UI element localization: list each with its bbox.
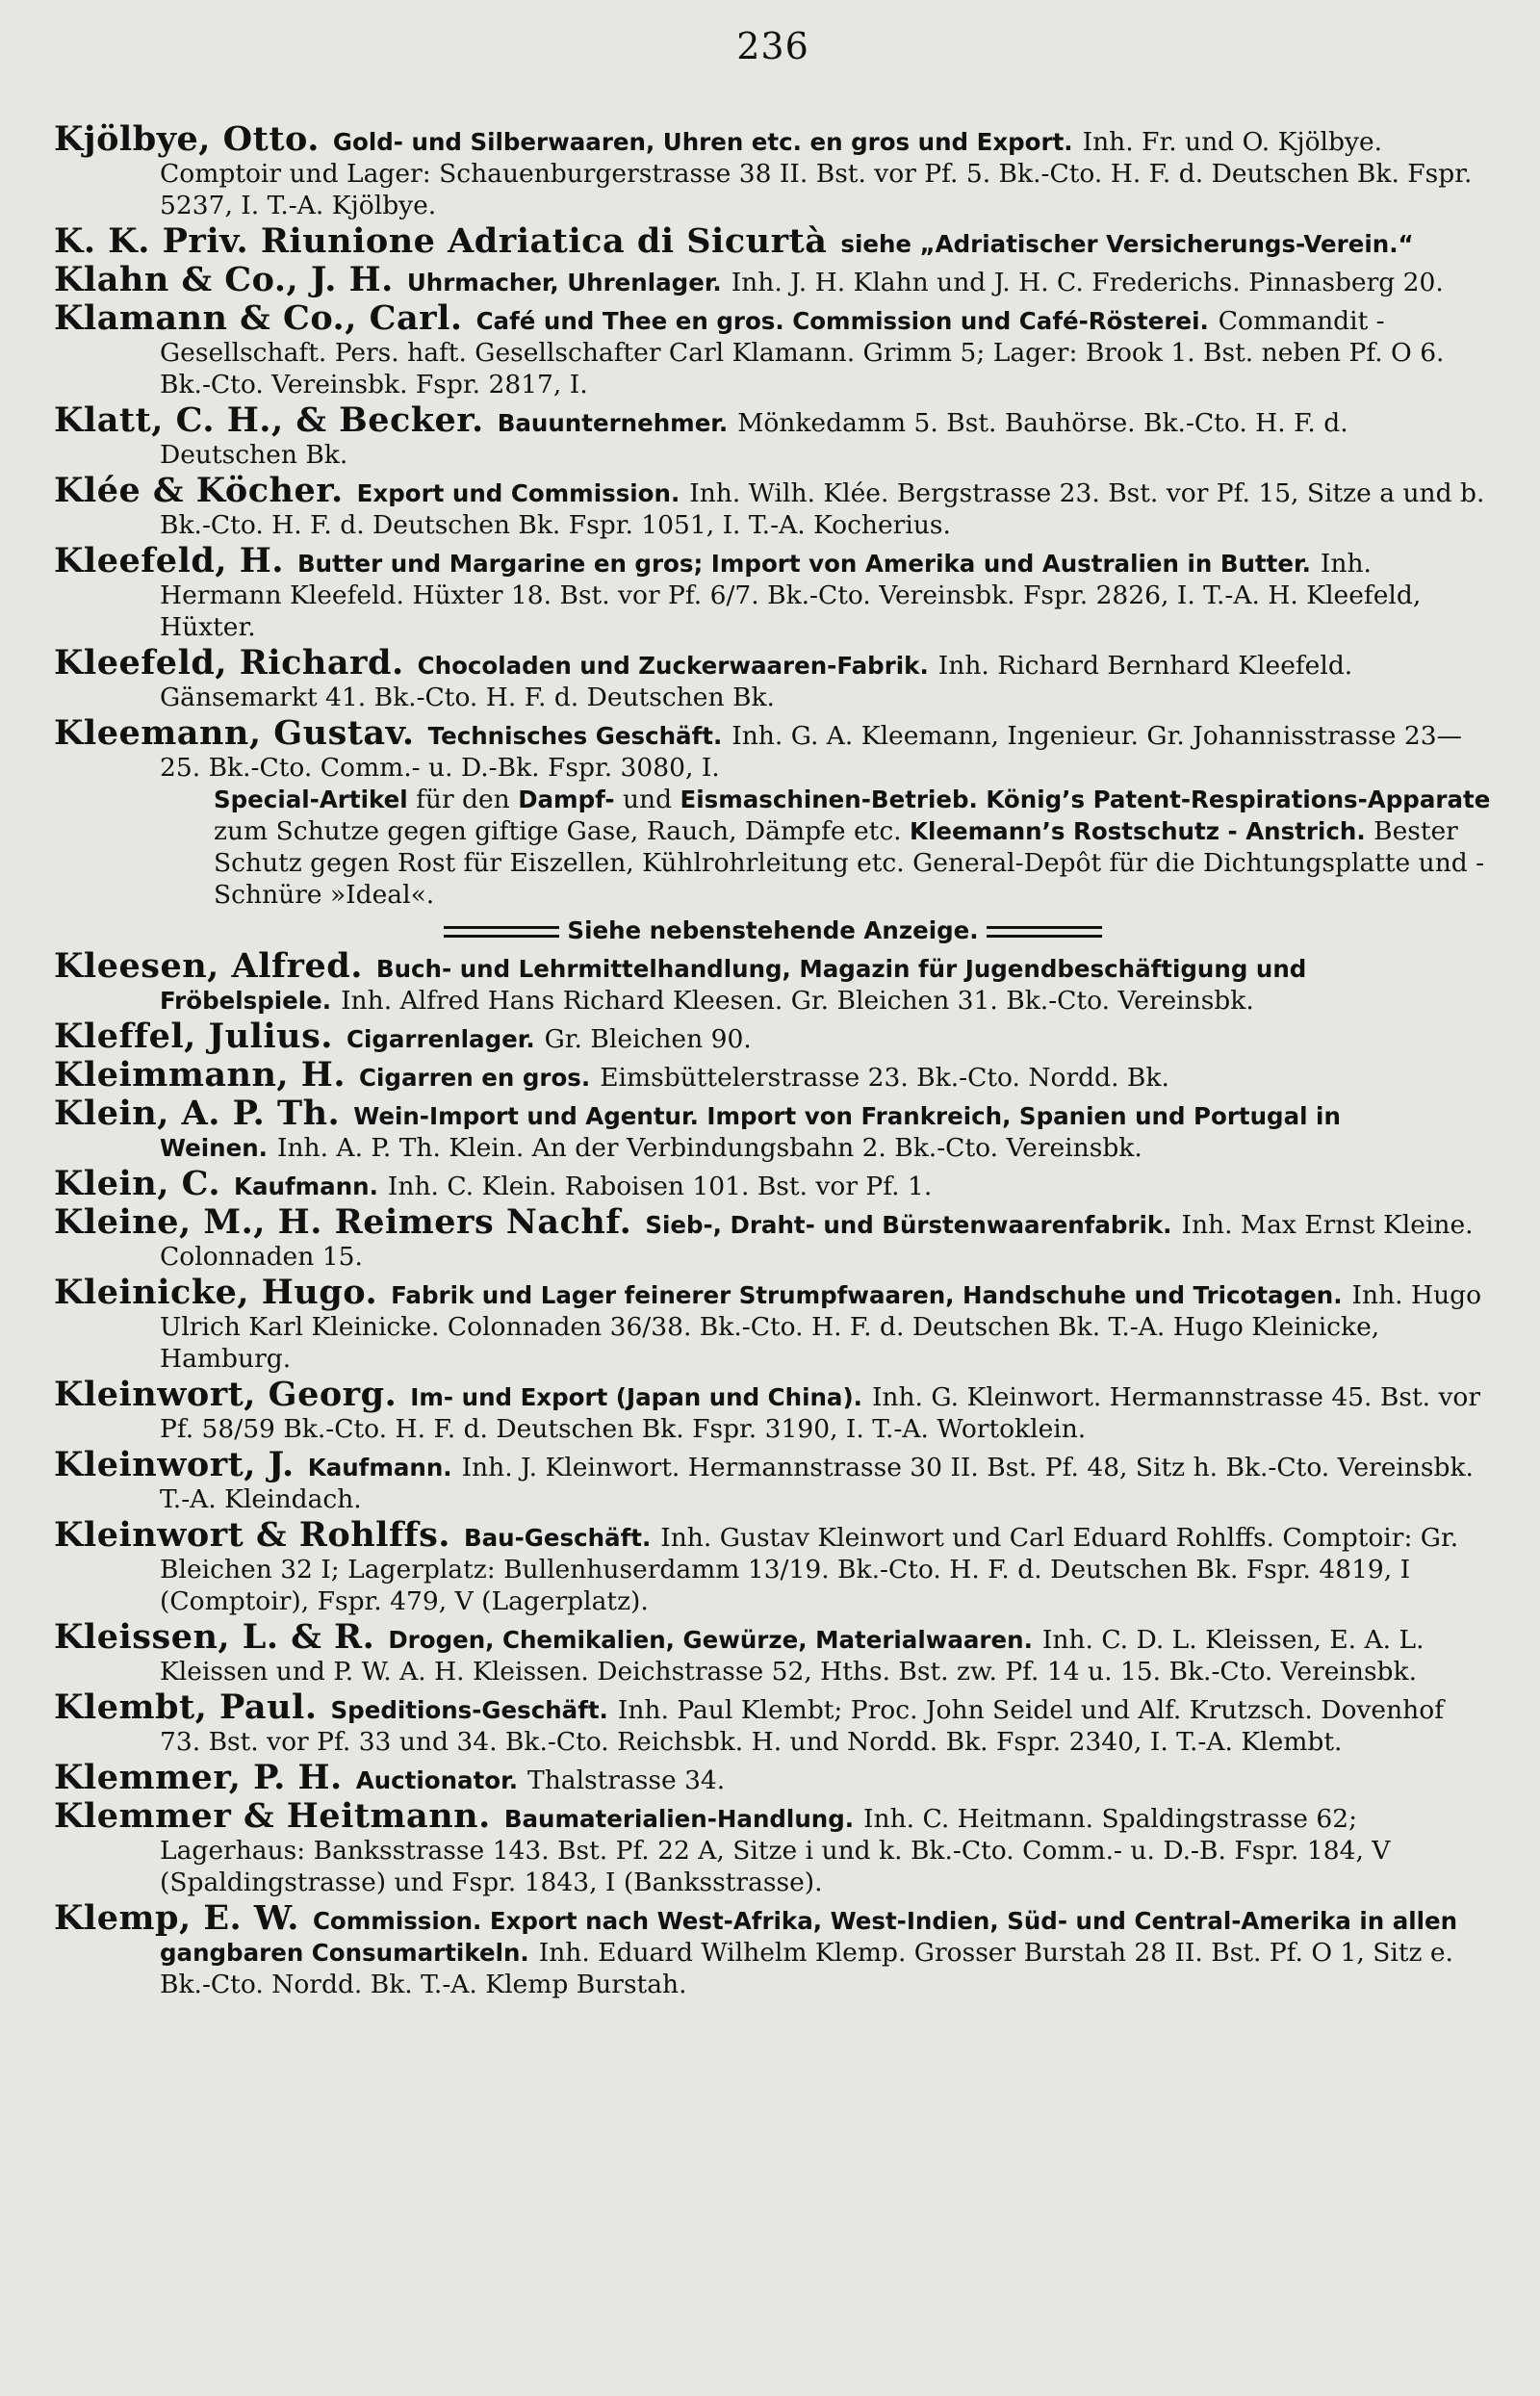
entries-part-1: [54, 119, 1492, 946]
directory-entry: [54, 260, 1492, 299]
directory-entry: [54, 221, 1492, 261]
entry-name: Klein, C.: [54, 1164, 221, 1203]
entry-details: Inh. J. Kleinwort. Hermannstrasse 30 II. Bst. Pf. 48, Sitz h. Bk.-Cto. Vereinsbk. T.-A. Kleindach.: [160, 1453, 1474, 1514]
ad-text: für den: [416, 785, 510, 814]
entry-name: Kleemann, Gustav.: [54, 713, 415, 753]
entry-business: Sieb-, Draht- und Bürstenwaarenfabrik.: [645, 1211, 1172, 1239]
entry-name: Klemmer, P. H.: [54, 1758, 343, 1797]
entry-name: Klemmer & Heitmann.: [54, 1796, 491, 1836]
entry-business: siehe „Adriatischer Versicherungs-Verein.“: [840, 230, 1414, 258]
entry-details: Inh. Fr. und O. Kjölbye. Comptoir und Lager: Schauenburgerstrasse 38 II. Bst. vor Pf. 5. Bk.-Cto. H. F. d. Deutschen Bk. Fspr. 5237, I. T.-A. Kjölbye.: [160, 127, 1473, 220]
entry-name: Kleinwort & Rohlffs.: [54, 1515, 450, 1555]
entry-business: Auctionator.: [355, 1766, 519, 1794]
ad-respiration: Eismaschinen-Betrieb. König’s Patent-Respirations-Apparate: [680, 786, 1491, 813]
entry-name: Kleinwort, J.: [54, 1445, 295, 1484]
entry-business: Chocoladen und Zuckerwaaren-Fabrik.: [417, 652, 929, 680]
directory-entry: [54, 1164, 1492, 1203]
entry-name: Kleesen, Alfred.: [54, 946, 363, 986]
entry-details: Inh. Hugo Ulrich Karl Kleinicke. Colonnaden 36/38. Bk.-Cto. H. F. d. Deutschen Bk. T.-A. Hugo Kleinicke, Hamburg.: [160, 1280, 1482, 1374]
entry-business: Fabrik und Lager feinerer Strumpfwaaren, Handschuhe und Tricotagen.: [391, 1281, 1343, 1309]
entry-name: Kjölbye, Otto.: [54, 119, 320, 159]
entry-business: Speditions-Geschäft.: [330, 1696, 608, 1724]
directory-entry: [54, 1758, 1492, 1797]
entry-business: Kaufmann.: [234, 1172, 378, 1200]
entry-details: Inh. Alfred Hans Richard Kleesen. Gr. Bleichen 31. Bk.-Cto. Vereinsbk.: [341, 986, 1254, 1016]
entry-name: K. K. Priv. Riunione Adriatica di Sicurtà: [54, 221, 828, 261]
entry-business: Wein-Import und Agentur. Import von Frankreich, Spanien und Portugal in Weinen.: [160, 1102, 1341, 1162]
entry-details: Inh. J. H. Klahn und J. H. C. Frederichs. Pinnasberg 20.: [731, 268, 1444, 297]
directory-entry: [54, 1688, 1492, 1758]
directory-entry: [54, 643, 1492, 713]
entry-details: Inh. Paul Klembt; Proc. John Seidel und Alf. Krutzsch. Dovenhof 73. Bst. vor Pf. 33 und 34. Bk.-Cto. Reichsbk. H. und Nordd. Bk. Fspr. 2340, I. T.-A. Klembt.: [160, 1695, 1445, 1757]
ad-special-articles: Special-Artikel: [214, 786, 408, 813]
entry-business: Kaufmann.: [307, 1454, 452, 1481]
directory-entry: [54, 1094, 1492, 1164]
entry-details: Inh. Richard Bernhard Kleefeld. Gänsemarkt 41. Bk.-Cto. H. F. d. Deutschen Bk.: [160, 651, 1353, 712]
advertisement-text: [160, 784, 1492, 911]
entry-business: Uhrmacher, Uhrenlager.: [406, 269, 722, 296]
entry-business: Export und Commission.: [356, 479, 680, 507]
entry-name: Kleinicke, Hugo.: [54, 1273, 378, 1312]
entry-name: Kleine, M., H. Reimers Nachf.: [54, 1202, 632, 1242]
entry-business: Gold- und Silberwaaren, Uhren etc. en gros und Export.: [332, 128, 1073, 156]
entry-details: Inh. Gustav Kleinwort und Carl Eduard Rohlffs. Comptoir: Gr. Bleichen 32 I; Lagerplatz: Bullenhuserdamm 13/19. Bk.-Cto. H. F. d. Deutschen Bk. Fspr. 4819, I (Comptoir), Fspr. 479, V (Lagerplatz).: [160, 1523, 1459, 1616]
directory-entry: [54, 1898, 1492, 2000]
directory-entry: [54, 946, 1492, 1017]
directory-entry: [54, 1017, 1492, 1056]
entry-details: Gr. Bleichen 90.: [544, 1024, 752, 1054]
entry-business: Im- und Export (Japan und China).: [410, 1383, 862, 1411]
entry-business: Bauunternehmer.: [497, 409, 729, 437]
entry-details: Inh. G. Kleinwort. Hermannstrasse 45. Bst. vor Pf. 58/59 Bk.-Cto. H. F. d. Deutschen Bk. Fspr. 3190, I. T.-A. Wortoklein.: [160, 1382, 1481, 1444]
directory-entry: [54, 471, 1492, 541]
entry-details: Inh. Hermann Kleefeld. Hüxter 18. Bst. vor Pf. 6/7. Bk.-Cto. Vereinsbk. Fspr. 2826, I. T.-A. H. Kleefeld, Hüxter.: [160, 549, 1422, 642]
directory-entry: [54, 541, 1492, 643]
see-advertisement: Siehe nebenstehende Anzeige.: [567, 916, 979, 944]
directory-entry: [54, 1375, 1492, 1445]
ad-text: Bester Schutz gegen Rost für Eiszellen, Kühlrohrleitung etc. General-Depôt für die Dichtungsplatte und -Schnüre »Ideal«.: [214, 816, 1485, 910]
entry-name: Kleefeld, H.: [54, 541, 284, 580]
entries-part-2: [54, 946, 1492, 2000]
directory-entry: [54, 400, 1492, 471]
directory-entry: [54, 1796, 1492, 1898]
entry-details: Inh. G. A. Kleemann, Ingenieur. Gr. Johannisstrasse 23—25. Bk.-Cto. Comm.- u. D.-Bk. Fspr. 3080, I.: [160, 721, 1463, 783]
entry-name: Kleefeld, Richard.: [54, 643, 404, 683]
entry-name: Kleimmann, H.: [54, 1055, 346, 1095]
entry-name: Klahn & Co., J. H.: [54, 260, 394, 299]
entry-name: Klamann & Co., Carl.: [54, 298, 463, 338]
directory-entry: [54, 298, 1492, 400]
entry-name: Klemp, E. W.: [54, 1898, 299, 1938]
directory-entry: [54, 1617, 1492, 1688]
entry-name: Kleffel, Julius.: [54, 1017, 333, 1056]
directory-entry: [54, 1445, 1492, 1515]
directory-entry: [54, 119, 1492, 221]
page-number: 236: [736, 25, 809, 67]
entry-name: Klatt, C. H., & Becker.: [54, 400, 484, 440]
entry-business: Butter und Margarine en gros; Import von Amerika und Australien in Butter.: [296, 550, 1311, 578]
ad-text: zum Schutze gegen giftige Gase, Rauch, Dämpfe etc.: [214, 816, 902, 846]
entry-name: Kleissen, L. & R.: [54, 1617, 375, 1657]
ad-steam: Dampf-: [518, 786, 615, 813]
entry-details: Eimsbüttelerstrasse 23. Bk.-Cto. Nordd. Bk.: [600, 1063, 1169, 1093]
directory-entry: [54, 1202, 1492, 1273]
see-advertisement-line: [54, 915, 1492, 946]
entry-business: Baumaterialien-Handlung.: [503, 1805, 855, 1833]
directory-entry: [54, 1273, 1492, 1375]
entry-name: Klée & Köcher.: [54, 471, 344, 510]
entry-name: Klembt, Paul.: [54, 1688, 318, 1727]
directory-entry: [54, 1515, 1492, 1617]
entry-business: Cigarren en gros.: [359, 1064, 591, 1092]
entry-details: Commandit - Gesellschaft. Pers. haft. Gesellschafter Carl Klamann. Grimm 5; Lager: Brook 1. Bst. neben Pf. O 6. Bk.-Cto. Vereinsbk. Fspr. 2817, I.: [160, 306, 1445, 399]
ad-rust-protection: Kleemann’s Rostschutz - Anstrich.: [910, 817, 1366, 845]
entry-name: Klein, A. P. Th.: [54, 1094, 341, 1133]
double-rule: [444, 926, 559, 938]
entry-name: Kleinwort, Georg.: [54, 1375, 398, 1414]
entry-details: Inh. C. D. L. Kleissen, E. A. L. Kleissen und P. W. A. H. Kleissen. Deichstrasse 52, Hths. Bst. zw. Pf. 14 u. 15. Bk.-Cto. Vereinsbk.: [160, 1625, 1424, 1687]
entry-business: Commission. Export nach West-Afrika, West-Indien, Süd- und Central-Amerika in allen gangbaren Consumartikeln.: [160, 1907, 1458, 1967]
entry-business: Buch- und Lehrmittelhandlung, Magazin für Jugendbeschäftigung und Fröbelspiele.: [160, 955, 1307, 1015]
entry-details: Mönkedamm 5. Bst. Bauhörse. Bk.-Cto. H. F. d. Deutschen Bk.: [160, 408, 1348, 470]
entry-details: Thalstrasse 34.: [527, 1765, 726, 1795]
entry-details: Inh. Max Ernst Kleine. Colonnaden 15.: [160, 1210, 1474, 1272]
entry-details: Inh. C. Heitmann. Spaldingstrasse 62; Lagerhaus: Banksstrasse 143. Bst. Pf. 22 A, Sitze i und k. Bk.-Cto. Comm.- u. D.-B. Fspr. 184, V (Spaldingstrasse) und Fspr. 1843, I (Banksstrasse).: [160, 1804, 1391, 1897]
double-rule: [987, 926, 1102, 938]
entry-business: Bau-Geschäft.: [463, 1524, 652, 1552]
entry-details: Inh. C. Klein. Raboisen 101. Bst. vor Pf. 1.: [387, 1172, 933, 1201]
entry-business: Cigarrenlager.: [346, 1025, 535, 1053]
entry-business: Technisches Geschäft.: [427, 722, 723, 750]
entry-details: Inh. A. P. Th. Klein. An der Verbindungsbahn 2. Bk.-Cto. Vereinsbk.: [276, 1133, 1142, 1163]
ad-text: und: [622, 785, 673, 814]
entry-business: Café und Thee en gros. Commission und Café-Rösterei.: [475, 307, 1209, 335]
directory-entry: [54, 1055, 1492, 1095]
directory-entry-kleemann: [54, 713, 1492, 946]
entry-details: Inh. Wilh. Klée. Bergstrasse 23. Bst. vor Pf. 15, Sitze a und b. Bk.-Cto. H. F. d. Deutschen Bk. Fspr. 1051, I. T.-A. Kocherius.: [160, 478, 1485, 540]
entry-business: Drogen, Chemikalien, Gewürze, Materialwaaren.: [388, 1626, 1033, 1654]
entry-details: Inh. Eduard Wilhelm Klemp. Grosser Burstah 28 II. Bst. Pf. O 1, Sitz e. Bk.-Cto. Nordd. Bk. T.-A. Klemp Burstah.: [160, 1938, 1453, 1999]
